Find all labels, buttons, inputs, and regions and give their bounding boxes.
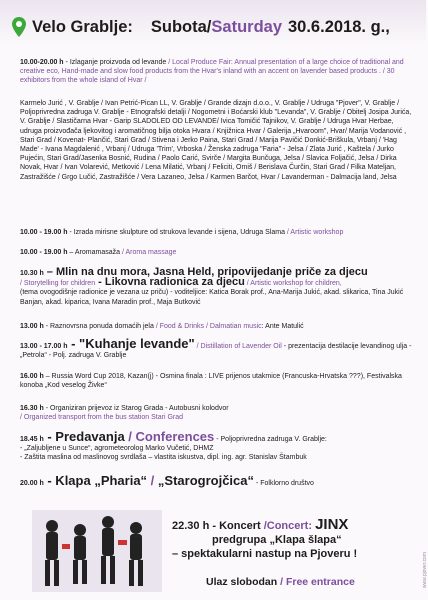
concert-support: predgrupa „Klapa šlapa“ (212, 534, 342, 546)
event-2-text: – Aromamasaža (67, 249, 121, 256)
transport-en: / Organized transport from the bus station Stari Grad (20, 414, 184, 422)
header-place: Velo Grablje: (32, 17, 133, 36)
map-pin-icon (12, 17, 26, 37)
kids-title: – Mlin na dnu mora, Jasna Held, pripovijedanje priče za djecu (43, 266, 368, 278)
lectures-en: / Conferences (124, 429, 215, 444)
header-day-en: Saturday (211, 17, 282, 36)
kids-en1: / Storytelling for children (20, 280, 96, 288)
lectures-org: - Poljoprivredna zadruga V. Grablje: (214, 436, 327, 443)
football-text: – Russia Word Cup 2018, Kazan(j) - Osmina finala : LIVE prijenos utakmice (Francuska-Hrvatska ???), Festivalska konoba „Kod veselog Živke“ (20, 373, 402, 390)
kids-title2: - Likovna radionica za djecu (95, 276, 245, 289)
food-en: / Food & Drinks / Dalmatian music (153, 323, 262, 330)
kids-detail: (tema ovogodišnje radionice je vezana uz priču) - voditeljice: Katica Borak prof., Ana-Marija Jukić, akad. slikarica, Tina Jukić Banjan, akad. kiparica, Ivana Maradin prof., Maja Butković (20, 289, 404, 306)
concert-en: /Concert: (260, 520, 316, 532)
band-photo (32, 510, 162, 592)
football-block (20, 372, 412, 390)
klapa-time: 20.00 h (20, 480, 44, 487)
fair-time: 10.00-20.00 h (20, 59, 64, 66)
kids-en2: / Artistic workshop for children, (244, 280, 342, 288)
fair-title: - Izlaganje proizvoda od levande (63, 59, 167, 66)
free-label-en: / Free entrance (277, 576, 355, 588)
event-1-en: / Artistic workshop (284, 229, 344, 236)
page-header (12, 12, 390, 42)
lavender-en: / Distillation of Lavender Oil (194, 343, 282, 350)
transport-text: - Organiziran prijevoz iz Starog Grada - Autobusni kolodvor (43, 405, 229, 412)
concert-time: 22.30 h (172, 520, 210, 532)
transport-block (20, 404, 412, 422)
lavender-time: 13.00 - 17.00 h (20, 343, 68, 350)
lectures-time: 18.45 h (20, 436, 44, 443)
lecture-1: - „Zaljubljene u Sunce“, agrometeorolog Marko Vučetić, DHMZ (20, 445, 214, 453)
lavender-title: - "Kuhanje levande" (67, 336, 195, 351)
free-label: Ulaz slobodan (206, 576, 278, 588)
fair-en: / Local Produce Fair: Annual presentation of a large choice of traditional and creative eco, Hand-made and slow food products from the Hvar's inland with an accent on lavender based products . / 30 exhibitors from the whole island of Hvar / (20, 59, 404, 85)
concert-block (172, 518, 407, 561)
lectures-title: - Predavanja (43, 429, 125, 444)
food-text: - Raznovrsna ponuda domaćih jela (43, 323, 154, 330)
event-1-time: 10.00 - 19.00 h (20, 229, 68, 236)
kids-block (20, 268, 412, 307)
klapa-block (20, 473, 412, 488)
klapa-sep: / (147, 473, 158, 488)
event-2-time: 10.00 - 19.00 h (20, 249, 68, 256)
free-entrance (206, 576, 355, 588)
header-day: Subota (150, 17, 207, 36)
lectures-block (20, 429, 412, 463)
event-1 (20, 228, 412, 237)
event-2 (20, 248, 412, 257)
food-tail: : Ante Matulić (261, 323, 304, 330)
football-time: 16.00 h (20, 373, 44, 380)
fair-block (20, 58, 412, 86)
concert-spectacle: – spektakularni nastup na Pjoveru ! (172, 548, 358, 560)
food-time: 13.00 h (20, 323, 44, 330)
header-date: 30.6.2018. g., (288, 17, 390, 36)
exhibitors-list: Karmelo Jurić , V. Grablje / Ivan Petrić-Pican LL, V. Grablje / Grande dizajn d.o.o., V. Grablje / Udruga "Pjover", V. Grablje / Poljoprivredna zadruga V. Grablje - Etnografski detalji / Nogometni i Boćarski klub "Levanda", V. Grablje / Obitelj Josipa Jurića, V. Grablje / Slastičarna Hvar - Garip SLADOLED OD LEVANDE/ Ivica Tomičić Tajnikov, V. Grablje / Udruga Hvar Herbae, udruga proizvođača ljekovitog i aromatičnog bilja otoka Hvara / Knjižnica Hvar / Galerija „Hvaroom", Hvar/ Marija Vodanović , Stari Grad / Kovenat- Plančić, Stari Grad / Stivena i Jerko Paina, Stari Grad / Marija Pavičić Donkić-Briškula, Vrbanj / 'Hag Made' - Ivana Magdalenić , Vrbanj / Udruga 'Trim', Vrboska / Ženska zadruga "Faria" - Jelsa / Zlata Jurić , Kaštela / Jurko Pujećin, Stari Grad/Jasenka Bosnić, Rudina / Paolo Carić, Svirče / Margita Bunčuga, Jelsa / Slavica Foljačić, Jelsa / Dirka Novak, Hvar / Ivan Volarević, Metković / Lena Milatić, Vrbanj / Feliciti, Omiš / Berislava Čurčin, Stari Grad / Filka Mateljan, Zastražišće / Grgo Lučić, Zastražišće / Vera Lazaneo, Jelsa / Karmen Barčot, Hvar / Lavanderman - Dalmacija land, Jelsa (20, 100, 412, 181)
lavender-block (20, 336, 412, 360)
lecture-2: - Zaštita maslina od maslinovog svrdlaša – vlastita iskustva, dipl. ing. agr. Stanislav Štambuk (20, 454, 307, 462)
lavender-text: - prezentacija destilacije levandinog ulja - „Petrola“ - Polj. zadruga V. Grablje (20, 343, 412, 360)
klapa-tail: - Folklorno društvo (254, 480, 314, 487)
food-block (20, 322, 412, 331)
header-sep: / (206, 17, 212, 36)
klapa-text: - Klapa „Pharia“ (43, 473, 148, 488)
concert-label: - Koncert (209, 520, 261, 532)
concert-band: JINX (315, 516, 349, 533)
transport-time: 16.30 h (20, 405, 44, 412)
event-2-en: / Aroma massage (120, 249, 177, 256)
klapa-text2: „Starogrojčica“ (157, 473, 254, 488)
event-1-text: - Izrada mirisne skulpture od strukova levande i sijena, Udruga Slama (67, 229, 285, 236)
website-url: www.pjover.com (422, 552, 428, 589)
kids-time: 10.30 h (20, 270, 44, 277)
